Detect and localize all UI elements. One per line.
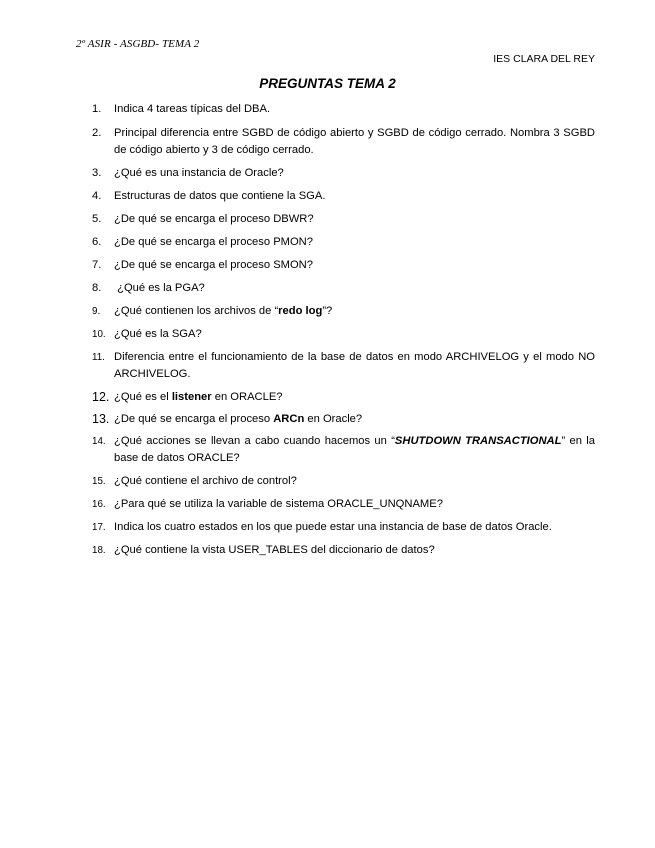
question-item	[92, 433, 595, 467]
question-number: 15.	[92, 476, 106, 487]
question-number: 5.	[92, 213, 102, 225]
term-listener: listener	[171, 391, 212, 403]
question-number: 4.	[92, 190, 102, 202]
question-number: 12.	[92, 390, 110, 404]
question-item	[92, 349, 595, 383]
question-number: 13.	[92, 412, 110, 426]
question-text: ¿De qué se encarga el proceso PMON?	[114, 236, 313, 248]
question-number: 10.	[92, 329, 106, 340]
question-text: ¿Qué acciones se llevan a cabo cuando hacemos un “SHUTDOWN TRANSACTIONAL” en la base de datos ORACLE?	[114, 435, 596, 464]
question-item	[92, 188, 595, 205]
question-item	[92, 542, 595, 559]
question-number: 9.	[92, 306, 101, 317]
question-text: Estructuras de datos que contiene la SGA.	[114, 190, 326, 202]
question-item	[92, 280, 595, 297]
question-number: 18.	[92, 545, 106, 556]
page-title: PREGUNTAS TEMA 2	[259, 76, 396, 91]
question-number: 17.	[92, 522, 106, 533]
question-number: 11.	[92, 352, 105, 363]
question-item	[92, 303, 595, 320]
question-number: 1.	[92, 103, 102, 115]
question-text: ¿Qué contiene la vista USER_TABLES del diccionario de datos?	[114, 544, 435, 556]
question-text: ¿Qué contienen los archivos de “redo log”?	[114, 305, 333, 317]
header-course-label: 2º ASIR - ASGBD- TEMA 2	[76, 38, 200, 50]
term-shutdown-transactional: SHUTDOWN TRANSACTIONAL	[394, 435, 562, 447]
question-number: 16.	[92, 499, 106, 510]
term-redo-log: redo log	[278, 305, 323, 317]
question-text: Indica 4 tareas típicas del DBA.	[114, 103, 271, 115]
question-item	[92, 211, 595, 228]
question-text: ¿Qué es la SGA?	[114, 328, 202, 340]
question-item	[92, 496, 595, 513]
question-text: ¿De qué se encarga el proceso SMON?	[114, 259, 313, 271]
question-number: 3.	[92, 167, 102, 179]
question-text: ¿Qué es la PGA?	[114, 282, 205, 294]
question-text: Diferencia entre el funcionamiento de la base de datos en modo ARCHIVELOG y el modo NO ARCHIVELOG.	[114, 351, 595, 380]
question-item	[92, 411, 595, 428]
question-text: Indica los cuatro estados en los que puede estar una instancia de base de datos Oracle.	[114, 521, 552, 533]
question-text: ¿Qué es una instancia de Oracle?	[114, 167, 284, 179]
question-text: ¿Para qué se utiliza la variable de sistema ORACLE_UNQNAME?	[114, 498, 443, 510]
question-text: ¿De qué se encarga el proceso ARCn en Oracle?	[114, 413, 363, 425]
question-number: 7.	[92, 259, 102, 271]
question-item	[92, 234, 595, 251]
term-arcn: ARCn	[273, 413, 305, 425]
question-item	[92, 257, 595, 274]
question-item	[92, 519, 595, 536]
question-item	[92, 165, 595, 182]
question-text: ¿Qué contiene el archivo de control?	[114, 475, 297, 487]
question-item	[92, 125, 595, 159]
question-number: 6.	[92, 236, 102, 248]
question-item	[92, 326, 595, 343]
question-item	[92, 473, 595, 490]
question-text: ¿Qué es el listener en ORACLE?	[114, 391, 283, 403]
question-item	[92, 389, 595, 406]
question-number: 2.	[92, 127, 102, 139]
question-number: 8.	[92, 282, 102, 294]
question-text: Principal diferencia entre SGBD de código abierto y SGBD de código cerrado. Nombra 3 SGBD de código abierto y 3 de código cerrado.	[114, 127, 595, 156]
question-item	[92, 101, 595, 118]
question-text: ¿De qué se encarga el proceso DBWR?	[114, 213, 314, 225]
question-number: 14.	[92, 436, 106, 447]
header-school-name: IES CLARA DEL REY	[493, 53, 595, 65]
